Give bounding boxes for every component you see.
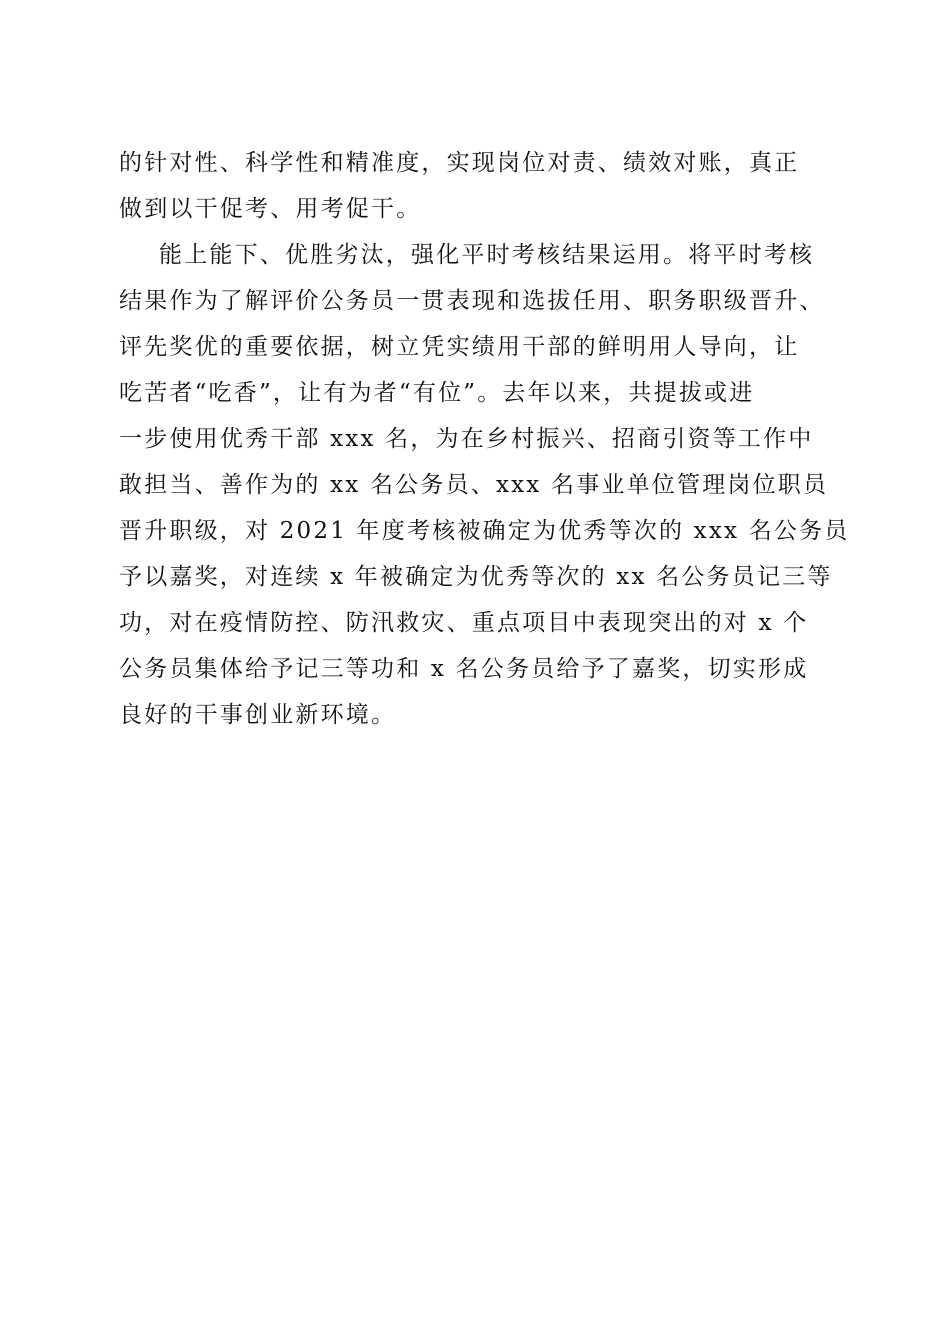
paragraph-1 xyxy=(119,140,859,232)
text-line: 做到以干促考、用考促干。 xyxy=(119,196,422,222)
text-line: 功，对在疫情防控、防汛救灾、重点项目中表现突出的对 x 个 xyxy=(119,610,809,636)
text-line: 予以嘉奖，对连续 x 年被确定为优秀等次的 xx 名公务员记三等 xyxy=(119,564,833,590)
text-line: 评先奖优的重要依据，树立凭实绩用干部的鲜明用人导向，让 xyxy=(119,334,800,360)
text-line: 结果作为了解评价公务员一贯表现和选拔任用、职务职级晋升、 xyxy=(119,288,825,314)
document-body xyxy=(119,140,859,738)
text-line: 的针对性、科学性和精准度，实现岗位对责、绩效对账，真正 xyxy=(119,150,800,176)
text-line: 能上能下、优胜劣汰，强化平时考核结果运用。将平时考核 xyxy=(159,242,815,268)
text-line: 吃苦者“吃香”，让有为者“有位”。去年以来，共提拔或进 xyxy=(119,380,755,406)
text-line: 良好的干事创业新环境。 xyxy=(119,702,397,728)
paragraph-2 xyxy=(119,232,859,738)
text-line: 一步使用优秀干部 xxx 名，为在乡村振兴、招商引资等工作中 xyxy=(119,426,814,452)
text-line: 敢担当、善作为的 xx 名公务员、xxx 名事业单位管理岗位职员 xyxy=(119,472,829,498)
text-line: 晋升职级，对 2021 年度考核被确定为优秀等次的 xxx 名公务员 xyxy=(119,518,850,544)
text-line: 公务员集体给予记三等功和 x 名公务员给予了嘉奖，切实形成 xyxy=(119,656,809,682)
